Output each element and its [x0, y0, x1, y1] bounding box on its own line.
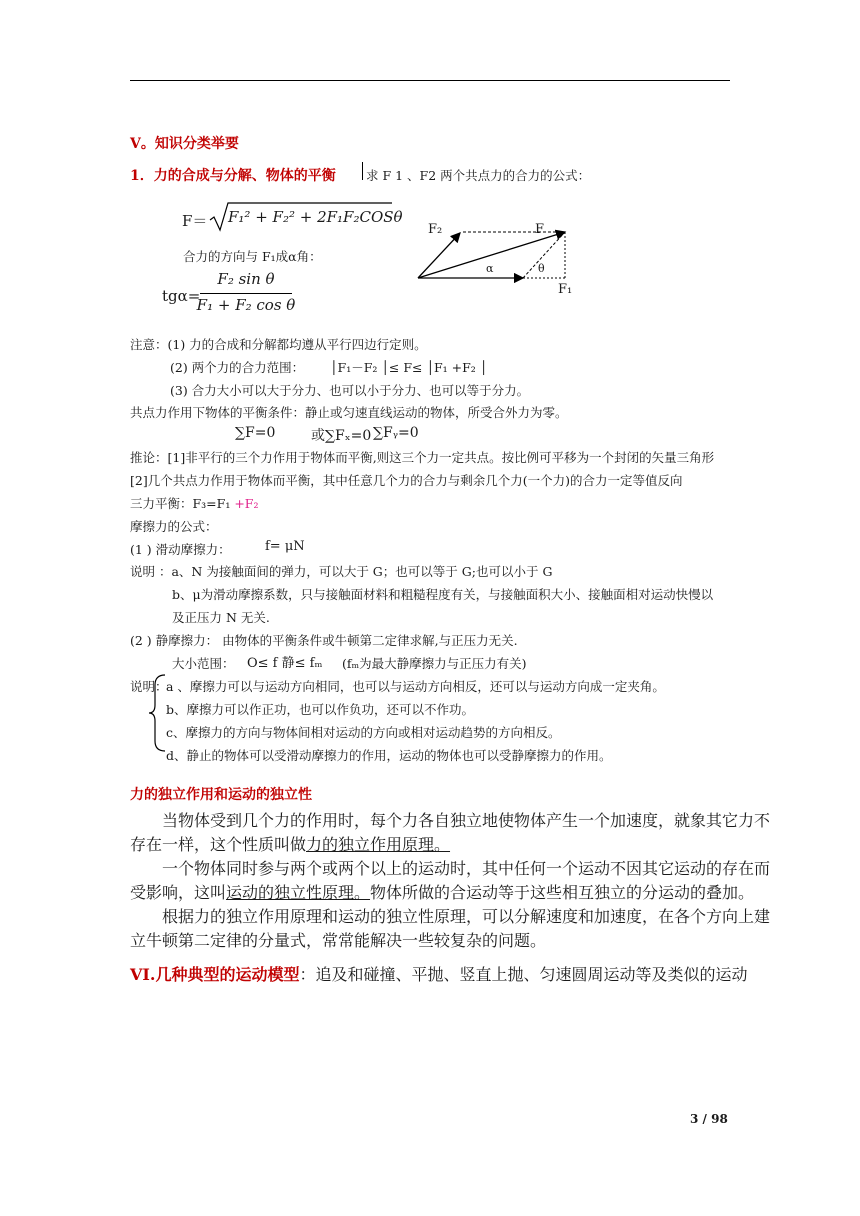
- independence-title: 力的独立作用和运动的独立性: [130, 787, 312, 803]
- independence-p2-line2: 受影响，这叫运动的独立性原理。物体所做的合运动等于这些相互独立的分运动的叠加。: [130, 883, 755, 902]
- fraction-bar: [200, 293, 292, 294]
- subsection-1-note: 求 F 1 、F2 两个共点力的合力的公式：: [366, 168, 591, 183]
- section-vi-line: VI.几种典型的运动模型：追及和碰撞、平抛、竖直上抛、匀速圆周运动等及类似的运动: [130, 965, 748, 984]
- diagram-label-theta: θ: [538, 262, 545, 275]
- friction-point-a: a 、摩擦力可以与运动方向相同，也可以与运动方向相反，还可以与运动方向成一定夹角。: [166, 679, 665, 694]
- sliding-explain-b1: b、μ为滑动摩擦系数，只与接触面材料和粗糙程度有关，与接触面积大小、接触面相对运动快慢以: [172, 587, 714, 602]
- note-2: (2) 两个力的合力范围：: [170, 360, 305, 375]
- sliding-explain-b2: 及正压力 N 无关.: [172, 610, 270, 625]
- header-rule: [130, 80, 730, 81]
- three-force-balance: 三力平衡：F₃=F₁ +F₂: [130, 496, 259, 511]
- independence-p2-line1: 一个物体同时参与两个或两个以上的运动时，其中任何一个运动不因其它运动的存在而: [162, 859, 771, 878]
- friction-point-d: d、静止的物体可以受滑动摩擦力的作用，运动的物体也可以受静摩擦力的作用。: [166, 748, 612, 763]
- sliding-friction-formula: f= μN: [265, 539, 305, 554]
- friction-point-c: c、摩擦力的方向与物体间相对运动的方向或相对运动趋势的方向相反。: [166, 725, 561, 740]
- static-range-note: (fₘ为最大静摩擦力与正压力有关): [342, 656, 527, 671]
- diagram-label-f2: F₂: [428, 222, 443, 237]
- tg-numerator: F₂ sin θ: [217, 270, 275, 288]
- static-friction-label: (2 ) 静摩擦力： 由物体的平衡条件或牛顿第二定律求解,与正压力无关.: [130, 633, 518, 648]
- friction-title: 摩擦力的公式：: [130, 519, 218, 534]
- diagram-label-f1: F₁: [558, 282, 573, 297]
- eq-sum-f: ∑F=0: [235, 425, 276, 441]
- diagram-label-alpha: α: [486, 262, 494, 275]
- note-2-range: │F₁－F₂ │≤ F≤ │F₁ +F₂ │: [330, 360, 488, 375]
- sliding-friction-label: (1 ) 滑动摩擦力：: [130, 542, 231, 557]
- section-v-title: V。知识分类举要: [130, 136, 239, 152]
- formula-f-prefix: F＝: [182, 212, 208, 230]
- note-1: 注意：(1) 力的合成和分解都均遵从平行四边行定则。: [130, 337, 427, 352]
- tg-prefix: tgα=: [162, 287, 201, 305]
- static-range-formula: O≤ f 静≤ fₘ: [247, 656, 323, 671]
- page-number: 3 / 98: [690, 1112, 728, 1126]
- equilibrium-condition: 共点力作用下物体的平衡条件：静止或匀速直线运动的物体，所受合外力为零。: [130, 405, 568, 420]
- direction-text: 合力的方向与 F₁成α角：: [183, 249, 322, 264]
- curly-brace: [147, 673, 167, 753]
- corollary-2: [2]几个共点力作用于物体而平衡，其中任意几个力的合力与剩余几个力(一个力)的合力一定等值反向: [130, 473, 683, 488]
- vertical-bar: [362, 162, 363, 180]
- diagram-label-f: F: [535, 222, 545, 237]
- independence-p3-line2: 立牛顿第二定律的分量式，常常能解决一些较复杂的问题。: [130, 931, 547, 950]
- eq-sum-fy: ∑Fᵧ=0: [373, 425, 419, 441]
- corollary-1: 推论：[1]非平行的三个力作用于物体而平衡,则这三个力一定共点。按比例可平移为一个封闭的矢量三角形: [130, 450, 715, 465]
- formula-resultant-expr: F₁² + F₂² + 2F₁F₂COSθ: [228, 208, 403, 226]
- tg-denominator: F₁ + F₂ cos θ: [196, 296, 296, 314]
- subsection-1-title: 1．力的合成与分解、物体的平衡: [130, 168, 336, 184]
- independence-p1-line2: 存在一样，这个性质叫做力的独立作用原理。: [130, 835, 451, 854]
- note-3: (3) 合力大小可以大于分力、也可以小于分力、也可以等于分力。: [170, 383, 530, 398]
- eq-sum-fx: 或∑Fₓ=0: [311, 428, 372, 444]
- static-range-label: 大小范围：: [172, 656, 235, 671]
- sliding-explain-a: 说明 ：a、N 为接触面间的弹力，可以大于 G；也可以等于 G;也可以小于 G: [130, 564, 553, 579]
- independence-p1-line1: 当物体受到几个力的作用时，每个力各自独立地使物体产生一个加速度，就象其它力不: [162, 811, 771, 830]
- friction-explain-prefix: 说明：: [130, 679, 168, 694]
- friction-point-b: b、摩擦力可以作正功，也可以作负功，还可以不作功。: [166, 702, 475, 717]
- independence-p3-line1: 根据力的独立作用原理和运动的独立性原理，可以分解速度和加速度，在各个方向上建: [162, 907, 771, 926]
